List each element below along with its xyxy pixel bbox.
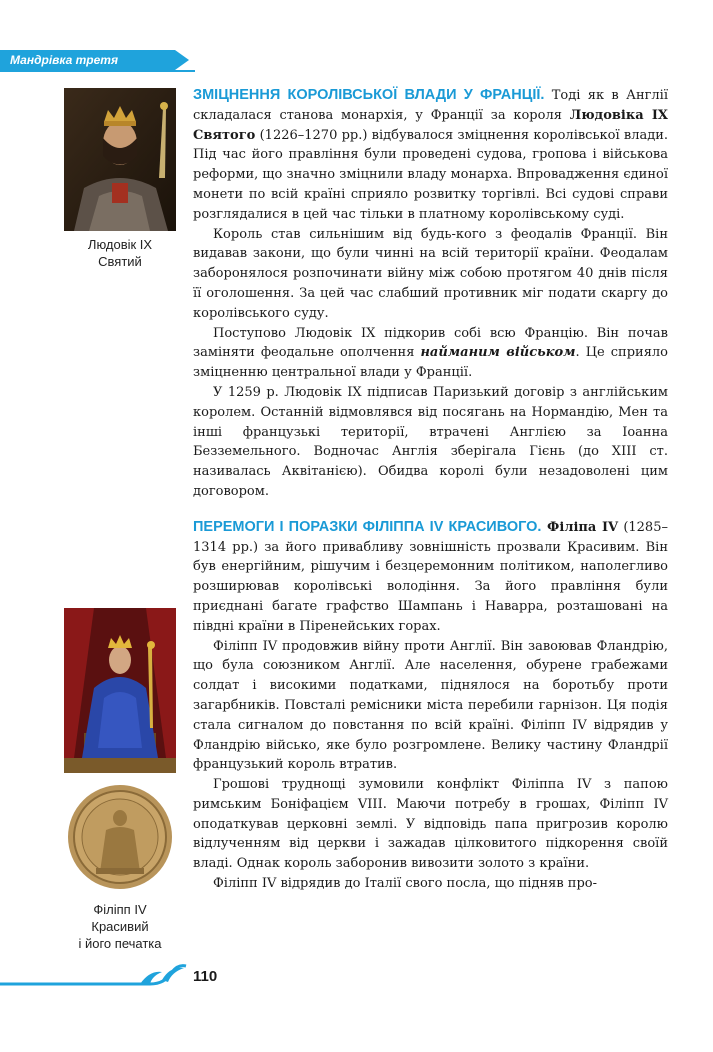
philip-iv-caption bbox=[64, 901, 176, 952]
footer-ornament bbox=[0, 960, 190, 990]
main-text bbox=[193, 86, 668, 894]
text-run: (1285–1314 рр.) за його привабливу зовнішність прозвали Красивим. Він був енергійним, рішучим і безцеремонним політиком, наполегливо розширював королівські володіння. За його правління були приєднані багате графство Шампань і Наварра, розташовані на півдні країни в Піренейських горах. bbox=[193, 519, 668, 634]
philip-iv-portrait bbox=[64, 608, 176, 773]
page-number: 110 bbox=[193, 968, 218, 985]
section2-paragraph4: Філіпп IV відрядив до Італії свого посла, що підняв про- bbox=[213, 876, 597, 892]
caption-line: Святий bbox=[98, 254, 142, 269]
king-name: Людовіка IX Святого bbox=[193, 107, 668, 143]
text-run: Тоді як в Англії складалася станова монархія, у Франції за короля bbox=[193, 88, 668, 123]
section1-paragraph4: У 1259 р. Людовік IX підписав Паризький договір з англійським королем. Останній відмовлявся від посягань на Нормандію, Мен та інші французькі території, втрачені Англією за Іоанна Безземельного. Водночас Англія зберігала Гієнь (до XIII ст. називалась Аквітанією). Обидва королі були незадоволені цим договором. bbox=[193, 384, 668, 499]
section1-paragraph2: Король став сильнішим від будь-кого з феодалів Франції. Він видавав закони, що були чинні на всій території країни. Феодалам заборонялося розпочинати війну між собою протягом 40 днів після її оголошення. За цей час слабший противник міг подати скаргу до королівського суду. bbox=[193, 226, 668, 321]
section2-paragraph1 bbox=[193, 518, 668, 637]
emphasis-term: найманим військом bbox=[420, 345, 576, 361]
caption-line: Красивий bbox=[91, 919, 149, 934]
text-run: Поступово Людовік IX підкорив собі всю Францію. Він почав заміняти феодальне ополчення bbox=[193, 325, 668, 361]
tab-underline bbox=[0, 70, 195, 72]
section1-paragraph3 bbox=[193, 324, 668, 383]
caption-line: Філіпп IV bbox=[93, 902, 147, 917]
section1-paragraph1 bbox=[193, 86, 668, 225]
louis-ix-caption bbox=[64, 236, 176, 270]
caption-line: і його печатка bbox=[78, 936, 162, 951]
section2-paragraph2: Філіпп IV продовжив війну проти Англії. Він завоював Фландрію, що була союзником Англії. Але населення, обурене грабежами солдат і високими податками, піднялося на боротьбу проти загарбників. Повсталі ремісники міста перебили гарнізон. Ця подія стала сигналом до повстання по всій країні. Філіпп IV відрядив у Фландрію військо, яке було розгромлене. Велику частину Фландрії французький король втратив. bbox=[193, 638, 668, 773]
section2-paragraph3: Грошові труднощі зумовили конфлікт Філіппа IV з папою римським Боніфацієм VIII. Маючи потребу в грошах, Філіпп IV оподаткував церковні землі. У відповідь папа пригрозив королю відлученням від церкви і зажадав цілковитого підкорення своїй владі. Однак король заборонив вивозити золото з країни. bbox=[193, 777, 668, 872]
section1-heading: ЗМІЦНЕННЯ КОРОЛІВСЬКОЇ ВЛАДИ У ФРАНЦІЇ. bbox=[193, 87, 545, 103]
section2-heading: ПЕРЕМОГИ І ПОРАЗКИ ФІЛІППА IV КРАСИВОГО. bbox=[193, 518, 542, 535]
text-run: . Це сприяло зміцненню центральної влади у Франції. bbox=[193, 345, 668, 381]
text-run: (1226–1270 рр.) відбувалося зміцнення королівської влади. Під час його правління були проведені судова, гропова і військова реформи, що значно зміцнили владу монарха. Впровадження єдиної монети по всій країні сприяло розвитку торгівлі. Всі судові справи розглядалися в цей час тільки в платному королівському суді. bbox=[193, 127, 668, 222]
section-tab: Мандрівка третя bbox=[0, 50, 175, 70]
philip-iv-seal bbox=[64, 780, 176, 895]
caption-line: Людовік IX bbox=[87, 237, 153, 252]
louis-ix-portrait bbox=[64, 88, 176, 231]
king-name: Філіпа IV bbox=[541, 519, 619, 535]
